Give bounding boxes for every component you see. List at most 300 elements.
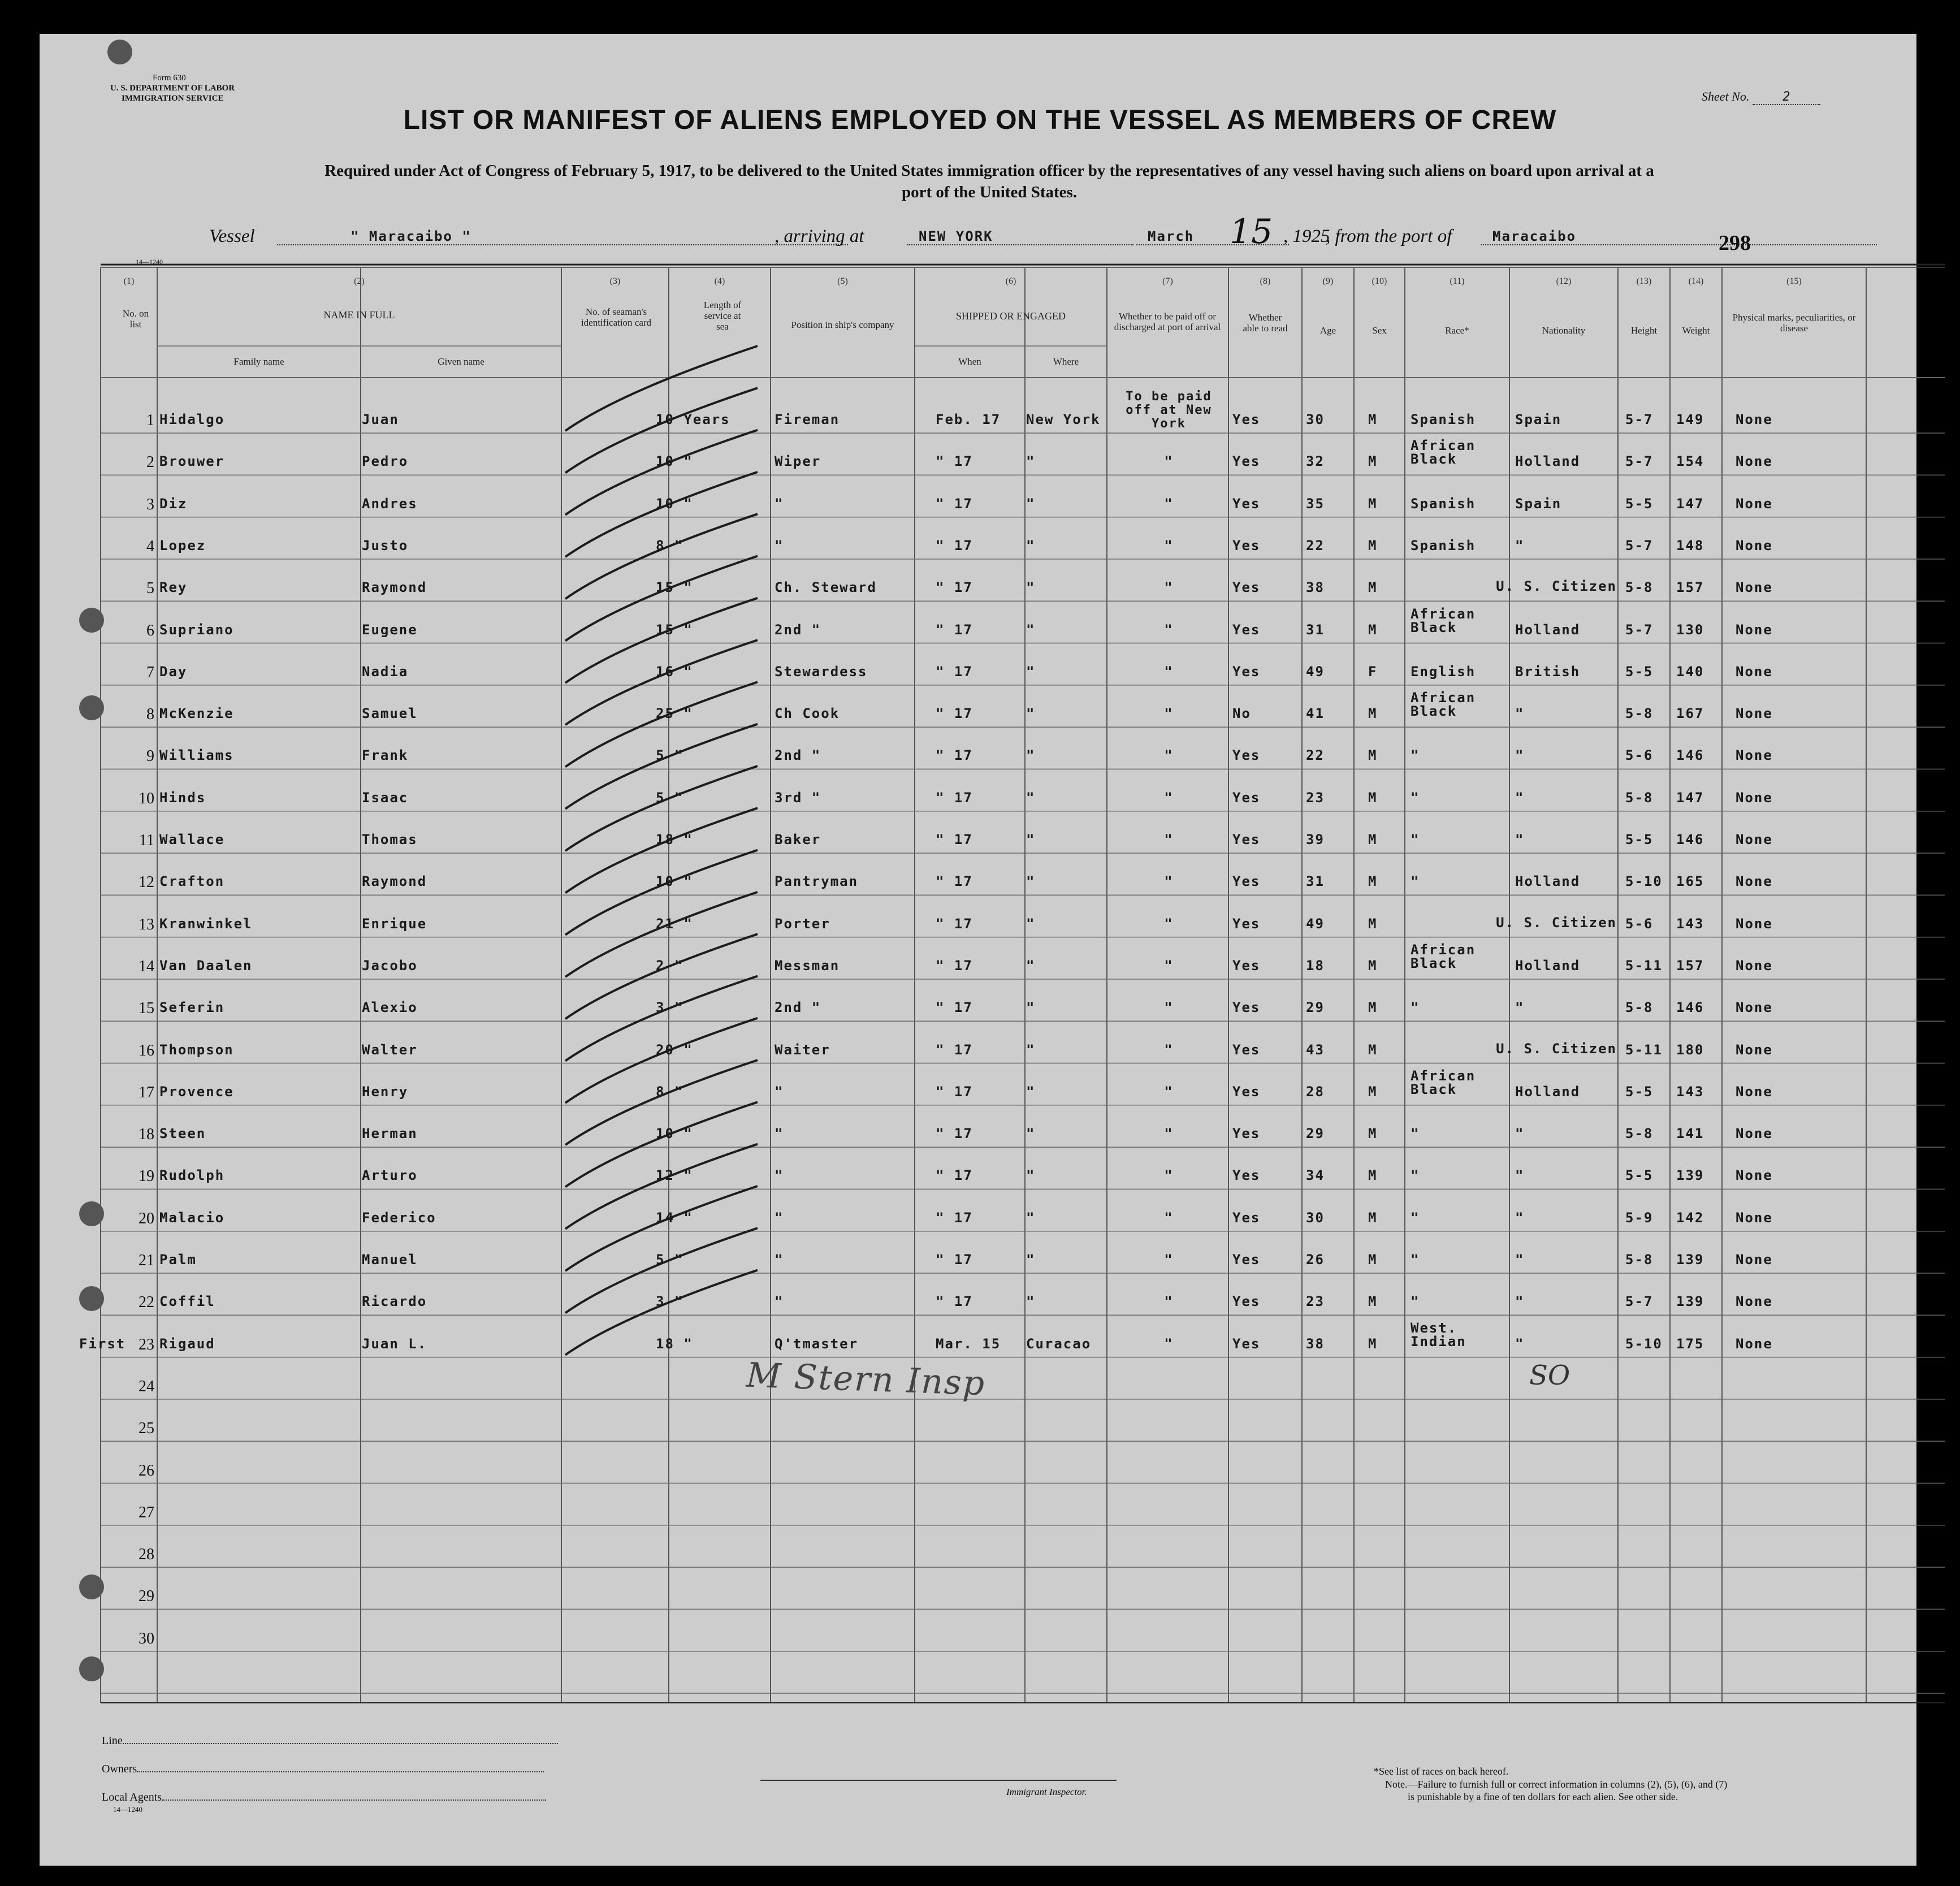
cell-position: Messman (775, 957, 840, 974)
cell-paid: " (1164, 1252, 1174, 1268)
col-nationality: Nationality (1542, 325, 1586, 336)
vessel-name: " Maracaibo " (277, 228, 848, 245)
cell-height: 5-7 (1625, 621, 1654, 638)
cell-marks: None (1736, 1252, 1773, 1268)
cell-when: " 17 (936, 579, 973, 596)
cell-position: " (775, 1294, 784, 1310)
cell-when: " 17 (936, 1294, 973, 1310)
cell-given: Isaac (362, 789, 409, 806)
fine-note: Note.—Failure to furnish full or correct information in columns (2), (5), (6), and (7) is punishable by a fine of ten dollars for each alien. See other side. (1385, 1779, 1728, 1802)
cell-when: " 17 (936, 873, 973, 890)
cell-age: 49 (1306, 663, 1325, 680)
cell-race: " (1410, 789, 1420, 806)
cell-family: Thompson (159, 1041, 234, 1058)
cell-service: 2 " (656, 957, 684, 974)
cell-marks: None (1736, 1167, 1773, 1184)
col-no-on-list: No. on list (122, 308, 149, 330)
cell-when: " 17 (936, 1167, 973, 1184)
sheet-number: Sheet No. 2 (1702, 89, 1820, 105)
cell-nationality: Holland (1515, 873, 1581, 890)
cell-sex: M (1368, 495, 1378, 512)
cell-paid: " (1164, 957, 1174, 974)
cell-height: 5-7 (1625, 412, 1654, 427)
cell-read: Yes (1232, 747, 1261, 764)
cell-given: Raymond (362, 579, 427, 596)
cell-weight: 149 (1676, 412, 1704, 427)
col-family-name: Family name (233, 356, 284, 367)
cell-sex: M (1368, 873, 1378, 890)
cell-marks: None (1736, 1209, 1773, 1226)
races-note: *See list of races on back hereof. (1374, 1766, 1509, 1777)
cell-read: Yes (1232, 832, 1261, 847)
cell-service: 20 " (656, 1041, 693, 1058)
cell-service: 10 Years (656, 412, 730, 427)
cell-sex: M (1368, 1252, 1378, 1268)
row-number: 11 (139, 832, 154, 849)
cell-nationality: U. S. Citizen (1496, 915, 1617, 929)
row-number: 30 (139, 1629, 154, 1647)
cell-weight: 148 (1676, 537, 1704, 553)
cell-read: Yes (1232, 1209, 1261, 1226)
row-number: 10 (139, 789, 154, 807)
cell-age: 39 (1306, 832, 1325, 847)
cell-height: 5-10 (1625, 1335, 1663, 1352)
cell-marks: None (1736, 706, 1773, 722)
cell-marks: None (1736, 789, 1773, 806)
cell-position: Ch Cook (775, 706, 840, 722)
col-shipped: SHIPPED OR ENGAGED (955, 310, 1066, 322)
cell-where: " (1026, 706, 1036, 722)
cell-position: Porter (775, 915, 830, 932)
cell-when: " 17 (936, 1209, 973, 1226)
cell-race: " (1410, 1209, 1420, 1226)
cell-age: 49 (1306, 915, 1325, 932)
cell-race: English (1410, 663, 1476, 680)
department-label: U. S. DEPARTMENT OF LABOR (110, 84, 235, 93)
cell-age: 43 (1306, 1041, 1325, 1058)
cell-given: Andres (362, 495, 418, 512)
cell-when: " 17 (936, 453, 973, 470)
cell-family: Brouwer (159, 453, 225, 470)
cell-service: 12 " (656, 1167, 693, 1184)
cell-position: Pantryman (775, 873, 859, 890)
cell-nationality: Holland (1515, 957, 1581, 974)
cell-height: 5-8 (1625, 1252, 1654, 1268)
cell-race: Spanish (1410, 495, 1476, 512)
row-number: 3 (146, 495, 154, 513)
subtitle: Required under Act of Congress of February 5, 1917, to be delivered to the United States immigration officer by the representatives of any vessel having such aliens on board upon arrival at a port of the United States. (324, 162, 1654, 201)
cell-paid: " (1164, 832, 1174, 847)
cell-paid: " (1164, 747, 1174, 764)
cell-sex: M (1368, 1000, 1378, 1016)
cell-nationality: " (1515, 789, 1525, 806)
cell-height: 5-7 (1625, 537, 1654, 553)
cell-nationality: " (1515, 1335, 1525, 1352)
cell-position: Wiper (775, 453, 821, 470)
cell-read: Yes (1232, 957, 1261, 974)
row-number: 28 (139, 1546, 154, 1564)
cell-sex: M (1368, 1126, 1378, 1142)
cell-when: " 17 (936, 537, 973, 553)
cell-sex: M (1368, 789, 1378, 806)
cell-marks: None (1736, 957, 1773, 974)
inspector-label: Immigrant Inspector. (1006, 1786, 1087, 1797)
cell-given: Enrique (362, 915, 427, 932)
cell-height: 5-8 (1625, 579, 1654, 596)
cell-paid: " (1164, 495, 1174, 512)
cell-when: " 17 (936, 832, 973, 847)
cell-family: Wallace (159, 832, 225, 847)
cell-service: 18 " (656, 1335, 693, 1352)
cell-marks: None (1736, 495, 1773, 512)
cell-age: 18 (1306, 957, 1325, 974)
cell-where: " (1026, 579, 1036, 596)
cell-family: Hinds (159, 789, 206, 806)
row-number: 21 (139, 1252, 154, 1269)
cell-where: Curacao (1026, 1335, 1092, 1352)
row-prefix: First (79, 1335, 126, 1352)
cell-sex: F (1368, 663, 1378, 680)
cell-weight: 139 (1676, 1167, 1704, 1184)
col-physical-marks: Physical marks, peculiarities, or disease (1732, 312, 1856, 334)
cell-family: Day (159, 663, 188, 680)
row-number: 16 (139, 1041, 154, 1059)
cell-nationality: " (1515, 537, 1525, 553)
cell-given: Nadia (362, 663, 409, 680)
cell-given: Raymond (362, 873, 427, 890)
cell-sex: M (1368, 453, 1378, 470)
cell-height: 5-5 (1625, 663, 1654, 680)
cell-nationality: U. S. Citizen (1496, 1041, 1617, 1056)
cell-when: " 17 (936, 663, 973, 680)
cell-given: Henry (362, 1083, 409, 1100)
cell-marks: None (1736, 832, 1773, 847)
cell-weight: 180 (1676, 1041, 1704, 1058)
cell-where: " (1026, 1294, 1036, 1310)
cell-age: 31 (1306, 621, 1325, 638)
row-number: 18 (139, 1126, 154, 1144)
cell-weight: 143 (1676, 1083, 1704, 1100)
cell-service: 3 " (656, 1294, 684, 1310)
row-number: 24 (139, 1377, 154, 1395)
cell-paid: " (1164, 1294, 1174, 1310)
cell-where: " (1026, 1000, 1036, 1016)
cell-given: Ricardo (362, 1294, 427, 1310)
cell-sex: M (1368, 1083, 1378, 1100)
cell-weight: 157 (1676, 579, 1704, 596)
cell-paid: " (1164, 706, 1174, 722)
row-number: 13 (139, 915, 154, 933)
cell-read: No (1232, 706, 1251, 722)
col-shipped-when: When (958, 356, 981, 367)
col-height: Height (1630, 325, 1658, 336)
cell-family: Van Daalen (159, 957, 253, 974)
arrival-port: NEW YORK (907, 228, 1133, 245)
cell-position: 2nd " (775, 621, 821, 638)
cell-given: Herman (362, 1126, 418, 1142)
cell-age: 38 (1306, 1335, 1325, 1352)
cell-service: 8 " (656, 537, 684, 553)
row-number: 15 (139, 1000, 154, 1018)
cell-weight: 143 (1676, 915, 1704, 932)
cell-marks: None (1736, 663, 1773, 680)
row-number: 1 (146, 412, 154, 429)
cell-service: 15 " (656, 621, 693, 638)
cell-position: 2nd " (775, 1000, 821, 1016)
cell-given: Alexio (362, 1000, 418, 1016)
cell-service: 3 " (656, 1000, 684, 1016)
cell-read: Yes (1232, 1041, 1261, 1058)
cell-when: " 17 (936, 747, 973, 764)
cell-weight: 142 (1676, 1209, 1704, 1226)
cell-marks: None (1736, 1041, 1773, 1058)
cell-read: Yes (1232, 1252, 1261, 1268)
cell-read: Yes (1232, 621, 1261, 638)
cell-where: " (1026, 1126, 1036, 1142)
cell-sex: M (1368, 1335, 1378, 1352)
cell-where: " (1026, 663, 1036, 680)
cell-age: 22 (1306, 747, 1325, 764)
cell-sex: M (1368, 621, 1378, 638)
cell-family: Williams (159, 747, 234, 764)
cell-given: Juan L. (362, 1335, 427, 1352)
vessel-line: Vessel " Maracaibo " , arriving at NEW YORK March 15 , 1925 , from the port of Maracaibo 298 (209, 226, 1866, 254)
cell-paid: To be paid off at New York (1126, 390, 1212, 431)
cell-paid: " (1164, 1209, 1174, 1226)
cell-weight: 130 (1676, 621, 1704, 638)
cell-age: 32 (1306, 453, 1325, 470)
cell-where: " (1026, 453, 1036, 470)
cell-height: 5-8 (1625, 789, 1654, 806)
cell-race: " (1410, 832, 1420, 847)
row-number: 12 (139, 873, 154, 892)
cell-family: Kranwinkel (159, 915, 253, 932)
cell-weight: 157 (1676, 957, 1704, 974)
cell-age: 30 (1306, 412, 1325, 427)
cell-marks: None (1736, 621, 1773, 638)
cell-given: Thomas (362, 832, 418, 847)
cell-position: Fireman (775, 412, 840, 427)
row-number: 25 (139, 1420, 154, 1438)
cell-when: " 17 (936, 1083, 973, 1100)
cell-where: " (1026, 789, 1036, 806)
cell-marks: None (1736, 915, 1773, 932)
cell-height: 5-5 (1625, 1167, 1654, 1184)
cell-position: Ch. Steward (775, 579, 877, 596)
cell-nationality: " (1515, 1000, 1525, 1016)
cell-paid: " (1164, 579, 1174, 596)
cell-nationality: " (1515, 1294, 1525, 1310)
cell-height: 5-5 (1625, 1083, 1654, 1100)
row-number: 9 (146, 747, 154, 765)
cell-family: Diz (159, 495, 188, 512)
cell-height: 5-8 (1625, 1126, 1654, 1142)
departure-port: Maracaibo (1481, 228, 1877, 245)
cell-when: " 17 (936, 957, 973, 974)
cell-position: " (775, 1167, 784, 1184)
cell-position: " (775, 1083, 784, 1100)
cell-marks: None (1736, 579, 1773, 596)
cell-sex: M (1368, 706, 1378, 722)
cell-position: " (775, 1209, 784, 1226)
cell-nationality: " (1515, 747, 1525, 764)
cell-service: 16 " (656, 663, 693, 680)
cell-paid: " (1164, 1167, 1174, 1184)
cell-height: 5-10 (1625, 873, 1663, 890)
cell-sex: M (1368, 747, 1378, 764)
cell-race: " (1410, 1252, 1420, 1268)
col-age: Age (1319, 325, 1336, 336)
cell-read: Yes (1232, 1167, 1261, 1184)
cell-service: 8 " (656, 1083, 684, 1100)
row-number: 5 (146, 579, 154, 598)
cell-where: " (1026, 1252, 1036, 1268)
cell-nationality: Spain (1515, 412, 1562, 427)
cell-race: " (1410, 747, 1420, 764)
cell-nationality: Spain (1515, 495, 1562, 512)
cell-race: African Black (1410, 439, 1476, 466)
cell-family: Provence (159, 1083, 234, 1100)
cell-position: Stewardess (775, 663, 868, 680)
cell-given: Samuel (362, 706, 418, 722)
cell-weight: 154 (1676, 453, 1704, 470)
cell-sex: M (1368, 537, 1378, 553)
cell-family: Crafton (159, 873, 225, 890)
cell-paid: " (1164, 1126, 1174, 1142)
cell-where: " (1026, 832, 1036, 847)
cell-weight: 146 (1676, 1000, 1704, 1016)
cell-where: " (1026, 1041, 1036, 1058)
cell-sex: M (1368, 1209, 1378, 1226)
cell-age: 31 (1306, 873, 1325, 890)
cell-given: Pedro (362, 453, 409, 470)
cell-service: 5 " (656, 789, 684, 806)
cell-marks: None (1736, 537, 1773, 553)
small-code: 14—1240 (136, 258, 163, 266)
row-number: 29 (139, 1587, 154, 1606)
cell-position: Waiter (775, 1041, 830, 1058)
cell-height: 5-5 (1625, 495, 1654, 512)
cell-given: Eugene (362, 621, 418, 638)
cell-paid: " (1164, 537, 1174, 553)
cell-family: Steen (159, 1126, 206, 1142)
cell-given: Juan (362, 412, 399, 427)
cell-weight: 146 (1676, 747, 1704, 764)
cell-race: West. Indian (1410, 1321, 1466, 1348)
cell-family: Lopez (159, 537, 206, 553)
cell-race: African Black (1410, 691, 1476, 719)
cell-paid: " (1164, 663, 1174, 680)
cell-read: Yes (1232, 915, 1261, 932)
cell-service: 5 " (656, 747, 684, 764)
row-number: 8 (146, 706, 154, 724)
cell-when: " 17 (936, 1126, 973, 1142)
cell-read: Yes (1232, 663, 1261, 680)
cell-service: 5 " (656, 1252, 684, 1268)
cell-nationality: " (1515, 1167, 1525, 1184)
cell-service: 10 " (656, 453, 693, 470)
footer-line: Line (102, 1734, 558, 1747)
cell-read: Yes (1232, 1335, 1261, 1352)
cell-nationality: " (1515, 832, 1525, 847)
cell-nationality: " (1515, 1209, 1525, 1226)
cell-read: Yes (1232, 495, 1261, 512)
cell-sex: M (1368, 579, 1378, 596)
cell-read: Yes (1232, 873, 1261, 890)
cell-sex: M (1368, 412, 1378, 427)
cell-position: " (775, 1126, 784, 1142)
col-shipped-where: Where (1053, 356, 1079, 367)
cell-nationality: Holland (1515, 1083, 1581, 1100)
cell-service: 14 " (656, 1209, 693, 1226)
cell-age: 23 (1306, 1294, 1325, 1310)
cell-paid: " (1164, 1083, 1174, 1100)
cell-where: " (1026, 1167, 1036, 1184)
cell-height: 5-9 (1625, 1209, 1654, 1226)
row-number: 7 (146, 663, 154, 681)
cell-service: 18 " (656, 832, 693, 847)
col-service: Length of service at sea (703, 300, 742, 332)
cell-weight: 139 (1676, 1294, 1704, 1310)
col-sex: Sex (1372, 325, 1387, 336)
cell-weight: 147 (1676, 495, 1704, 512)
cell-when: " 17 (936, 495, 973, 512)
inspector-line (760, 1780, 1117, 1781)
cell-position: Q'tmaster (775, 1335, 859, 1352)
cell-where: " (1026, 621, 1036, 638)
cell-when: Mar. 15 (936, 1335, 1001, 1352)
cell-weight: 141 (1676, 1126, 1704, 1142)
cell-age: 26 (1306, 1252, 1325, 1268)
cell-weight: 146 (1676, 832, 1704, 847)
cell-paid: " (1164, 789, 1174, 806)
col-weight: Weight (1682, 325, 1710, 336)
col-name-in-full: NAME IN FULL (323, 309, 395, 321)
cell-race: Spanish (1410, 412, 1476, 427)
cell-position: " (775, 537, 784, 553)
cell-where: " (1026, 915, 1036, 932)
page-title: LIST OR MANIFEST OF ALIENS EMPLOYED ON THE VESSEL AS MEMBERS OF CREW (403, 105, 1557, 135)
cell-nationality: " (1515, 1126, 1525, 1142)
cell-when: " 17 (936, 1000, 973, 1016)
cell-read: Yes (1232, 1000, 1261, 1016)
cell-race: African Black (1410, 942, 1476, 970)
cell-family: McKenzie (159, 706, 234, 722)
cell-weight: 165 (1676, 873, 1704, 890)
cell-height: 5-6 (1625, 747, 1654, 764)
stamp-number: 298 (1719, 231, 1751, 255)
cell-family: Supriano (159, 621, 234, 638)
cell-when: Feb. 17 (936, 412, 1001, 427)
cell-where: " (1026, 957, 1036, 974)
cell-given: Federico (362, 1209, 436, 1226)
cell-when: " 17 (936, 789, 973, 806)
row-number: 6 (146, 621, 154, 639)
cell-sex: M (1368, 957, 1378, 974)
cell-family: Rudolph (159, 1167, 225, 1184)
cell-age: 28 (1306, 1083, 1325, 1100)
cell-given: Walter (362, 1041, 418, 1058)
row-number: 4 (146, 537, 154, 555)
row-number: 27 (139, 1503, 154, 1521)
cell-marks: None (1736, 1335, 1773, 1352)
cell-read: Yes (1232, 1126, 1261, 1142)
cell-marks: None (1736, 453, 1773, 470)
cell-height: 5-7 (1625, 1294, 1654, 1310)
cell-weight: 167 (1676, 706, 1704, 722)
cell-weight: 175 (1676, 1335, 1704, 1352)
cell-weight: 139 (1676, 1252, 1704, 1268)
